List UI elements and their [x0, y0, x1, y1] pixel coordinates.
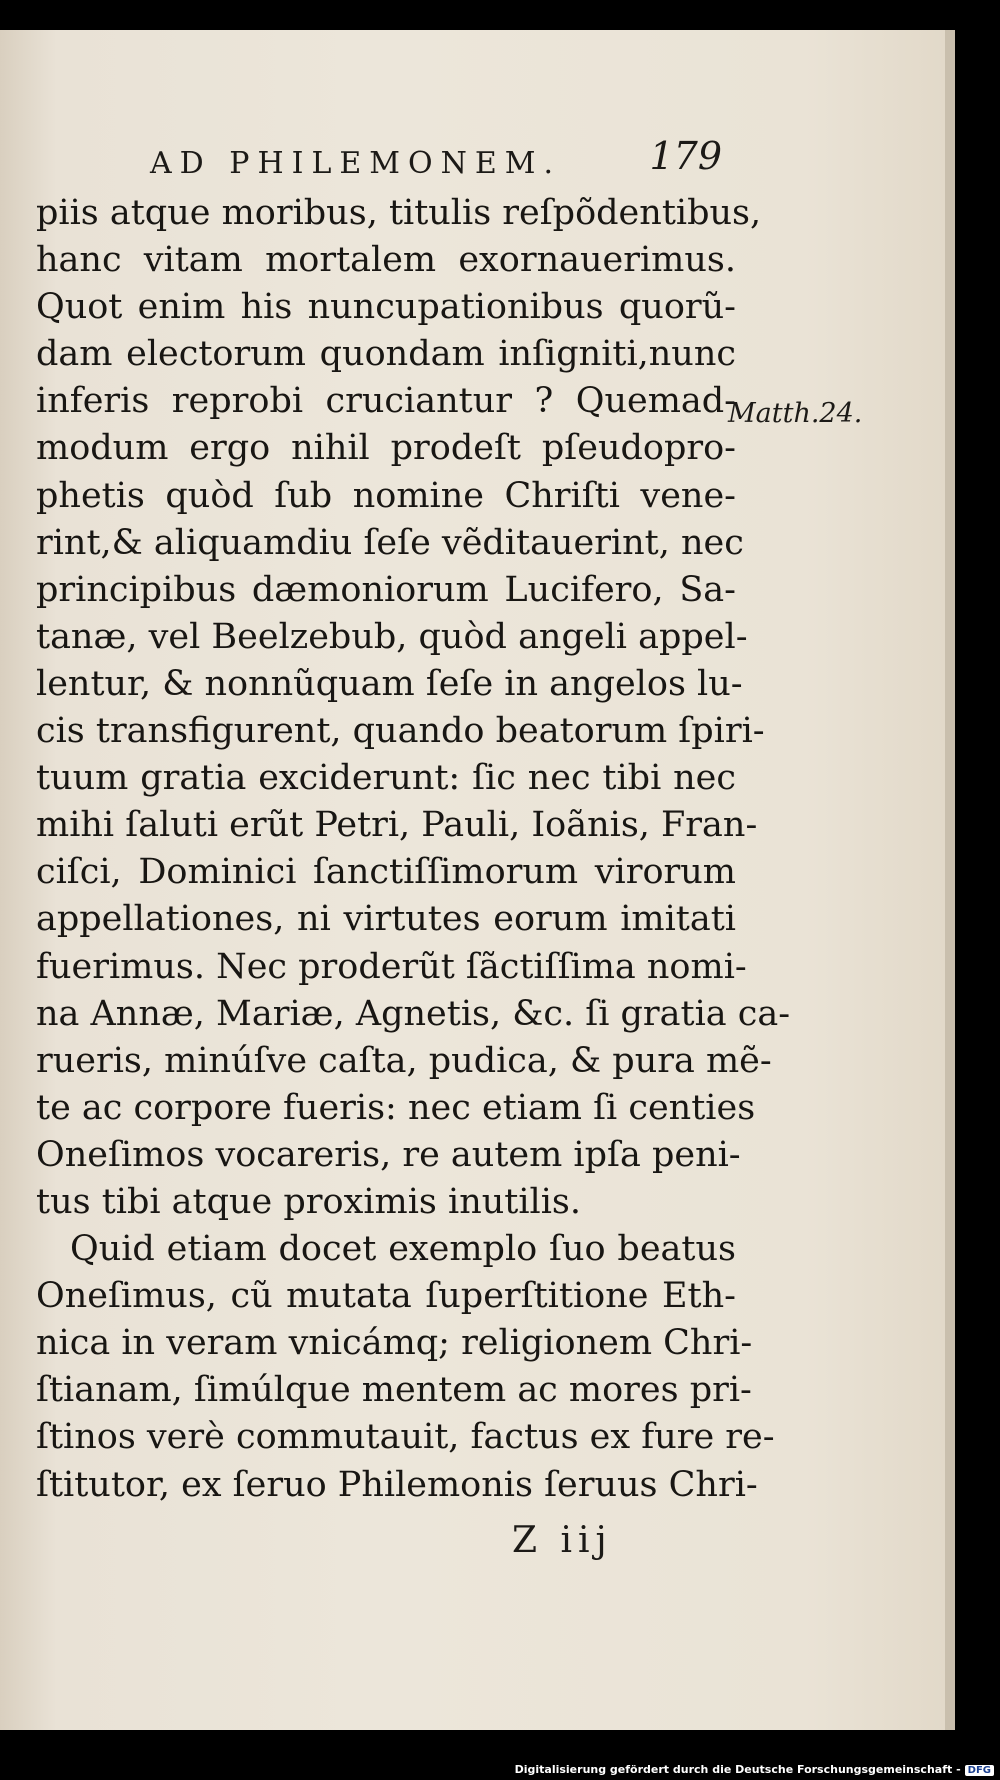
credit-text: Digitalisierung gefördert durch die Deutsche Forschungsgemeinschaft -: [514, 1763, 961, 1776]
book-page: [0, 30, 955, 1730]
marginal-note: Matth.24.: [728, 398, 863, 429]
text-line: rueris, minúſve caſta, pudica, & pura mẽ-: [36, 1040, 772, 1081]
text-line: piis atque moribus, titulis reſpõdentibus,: [36, 193, 762, 233]
text-line: fuerimus. Nec proderũt ſãctiſſima nomi-: [36, 946, 747, 987]
page-number: 179: [649, 134, 722, 178]
signature-mark: Z iij: [512, 1520, 613, 1561]
text-line: lentur, & nonnũquam ſeſe in angelos lu-: [36, 663, 743, 704]
text-line: ſtitutor, ex ſeruo Philemonis ſeruus Chri-: [36, 1464, 758, 1505]
text-line: nica in veram vnicámq; religionem Chri-: [36, 1323, 753, 1364]
text-line: tanæ, vel Beelzebub, quòd angeli appel-: [36, 616, 748, 657]
text-line: Quot enim his nuncupationibus quorũ-: [36, 287, 736, 328]
text-line: modum ergo nihil prodeſt pſeudopro-: [36, 428, 736, 469]
text-line: mihi ſaluti erũt Petri, Pauli, Ioãnis, Fran-: [36, 805, 758, 846]
body-text: [36, 190, 791, 1509]
text-line: tuum gratia exciderunt: ſic nec tibi nec: [36, 758, 736, 799]
text-line: principibus dæmoniorum Lucifero, Sa-: [36, 569, 736, 610]
text-line: Quid etiam docet exemplo ſuo beatus: [70, 1229, 736, 1270]
dfg-logo: DFG: [965, 1765, 994, 1776]
text-line: tus tibi atque proximis inutilis.: [36, 1181, 582, 1222]
text-line: rint,& aliquamdiu ſeſe vẽditauerint, nec: [36, 522, 744, 563]
text-line: cis transfigurent, quando beatorum ſpiri-: [36, 711, 765, 752]
text-line: dam electorum quondam inſigniti,nunc: [36, 334, 736, 375]
text-line: hanc vitam mortalem exornauerimus.: [36, 240, 736, 281]
text-line: na Annæ, Mariæ, Agnetis, &c. ſi gratia ca-: [36, 993, 791, 1034]
page-header: [150, 130, 740, 190]
text-line: ſtinos verè commutauit, factus ex fure re-: [36, 1417, 775, 1458]
text-line: te ac corpore fueris: nec etiam ſi centies: [36, 1087, 756, 1128]
text-line: phetis quòd ſub nomine Chriſti vene-: [36, 475, 736, 516]
text-line: Oneſimos vocareris, re autem ipſa peni-: [36, 1134, 741, 1175]
text-line: appellationes, ni virtutes eorum imitati: [36, 899, 736, 940]
text-line: ſtianam, ſimúlque mentem ac mores pri-: [36, 1370, 752, 1411]
text-line: Oneſimus, cũ mutata ſuperſtitione Eth-: [36, 1276, 736, 1317]
text-line: ciſci, Dominici ſanctiſſimorum virorum: [36, 852, 736, 893]
text-line: inferis reprobi cruciantur ? Quemad-: [36, 381, 736, 422]
running-head: AD PHILEMONEM.: [150, 146, 561, 181]
digitization-credit: [515, 1763, 994, 1776]
